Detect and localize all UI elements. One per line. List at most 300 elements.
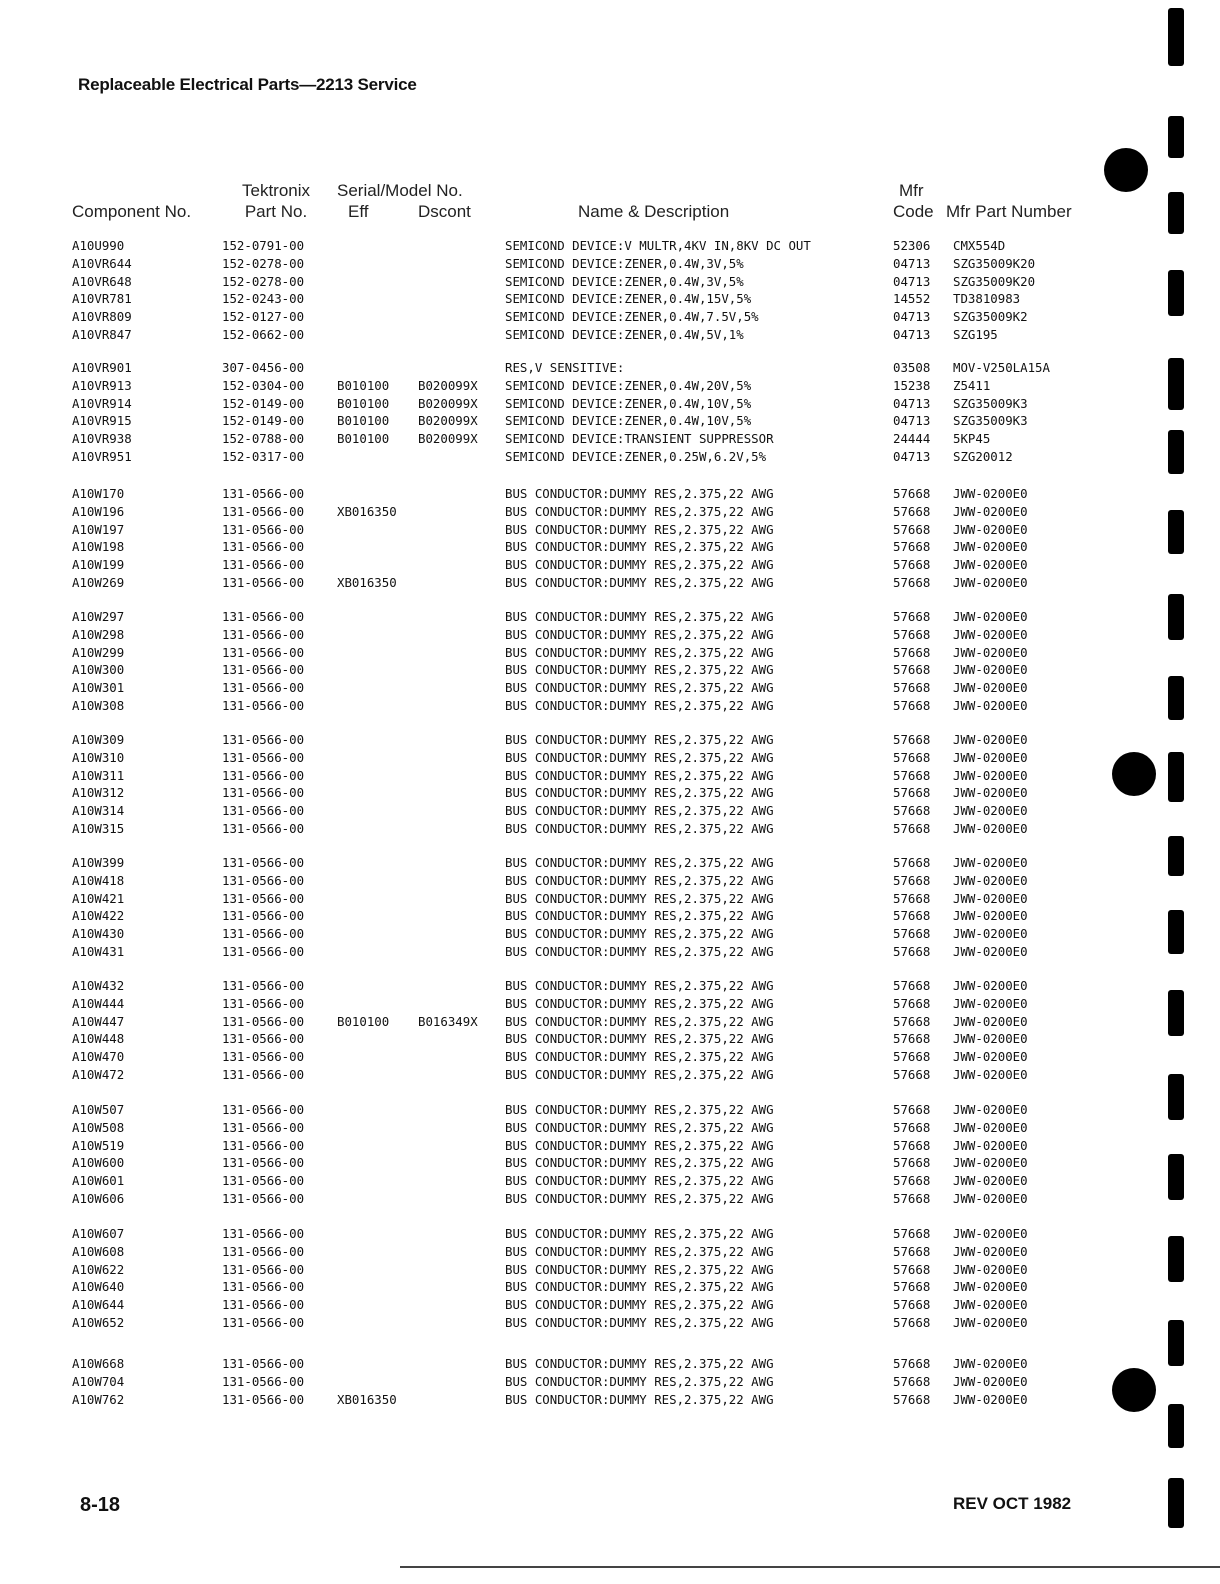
- mfr-part-number: JWW-0200E0: [953, 926, 1028, 942]
- component-no: A10W762: [72, 1391, 125, 1407]
- table-row: [0, 486, 1100, 504]
- description: RES,V SENSITIVE:: [505, 360, 625, 375]
- tek-part-no: 131-0566-00: [222, 1261, 305, 1277]
- description: SEMICOND DEVICE:ZENER,0.4W,10V,5%: [505, 413, 752, 429]
- serial-eff: B010100: [337, 413, 390, 429]
- component-no: A10W600: [72, 1155, 125, 1171]
- mfr-part-number: Z5411: [953, 377, 991, 393]
- component-no: A10W607: [72, 1226, 125, 1241]
- description: BUS CONDUCTOR:DUMMY RES,2.375,22 AWG: [505, 680, 774, 696]
- mfr-code: 57668: [893, 1297, 931, 1313]
- description: SEMICOND DEVICE:ZENER,0.4W,15V,5%: [505, 291, 752, 307]
- mfr-part-number: JWW-0200E0: [953, 1279, 1028, 1295]
- header-component: Component No.: [72, 202, 192, 221]
- table-row: [0, 768, 1100, 786]
- description: BUS CONDUCTOR:DUMMY RES,2.375,22 AWG: [505, 944, 774, 959]
- tek-part-no: 131-0566-00: [222, 785, 305, 801]
- table-row: [0, 1262, 1100, 1280]
- component-no: A10VR951: [72, 449, 132, 464]
- component-no: A10W170: [72, 486, 125, 501]
- component-no: A10VR847: [72, 327, 132, 342]
- mfr-code: 57668: [893, 1013, 931, 1029]
- tek-part-no: 131-0566-00: [222, 855, 305, 870]
- mfr-code: 57668: [893, 944, 931, 959]
- component-no: A10W601: [72, 1173, 125, 1189]
- tek-part-no: 152-0127-00: [222, 309, 305, 325]
- header-mfr-line1: Mfr: [899, 181, 924, 200]
- table-row: [0, 522, 1100, 540]
- description: BUS CONDUCTOR:DUMMY RES,2.375,22 AWG: [505, 1049, 774, 1065]
- mfr-part-number: SZG35009K20: [953, 273, 1036, 289]
- description: BUS CONDUCTOR:DUMMY RES,2.375,22 AWG: [505, 890, 774, 906]
- table-row: [0, 1191, 1100, 1209]
- description: BUS CONDUCTOR:DUMMY RES,2.375,22 AWG: [505, 872, 774, 888]
- tek-part-no: 152-0791-00: [222, 238, 305, 253]
- mfr-part-number: JWW-0200E0: [953, 698, 1028, 713]
- mfr-part-number: TD3810983: [953, 291, 1021, 307]
- mfr-part-number: JWW-0200E0: [953, 1031, 1028, 1047]
- tek-part-no: 131-0566-00: [222, 908, 305, 924]
- tek-part-no: 131-0566-00: [222, 749, 305, 765]
- mfr-part-number: JWW-0200E0: [953, 539, 1028, 555]
- tek-part-no: 152-0149-00: [222, 413, 305, 429]
- mfr-part-number: JWW-0200E0: [953, 749, 1028, 765]
- tek-part-no: 131-0566-00: [222, 503, 305, 519]
- table-row: [0, 1067, 1100, 1085]
- tek-part-no: 152-0278-00: [222, 273, 305, 289]
- tek-part-no: 131-0566-00: [222, 539, 305, 555]
- mfr-part-number: JWW-0200E0: [953, 1243, 1028, 1259]
- edge-tab: [1168, 1478, 1184, 1528]
- mfr-part-number: JWW-0200E0: [953, 1137, 1028, 1153]
- component-no: A10VR914: [72, 395, 132, 411]
- mfr-code: 57668: [893, 767, 931, 783]
- mfr-code: 57668: [893, 644, 931, 660]
- mfr-code: 57668: [893, 1391, 931, 1407]
- tek-part-no: 152-0317-00: [222, 449, 305, 464]
- tek-part-no: 131-0566-00: [222, 1013, 305, 1029]
- edge-tab: [1168, 594, 1184, 640]
- serial-dscont: B020099X: [418, 431, 478, 447]
- mfr-code: 57668: [893, 662, 931, 678]
- tek-part-no: 131-0566-00: [222, 1137, 305, 1153]
- table-row: [0, 680, 1100, 698]
- table-row: [0, 575, 1100, 593]
- table-row: [0, 785, 1100, 803]
- tek-part-no: 131-0566-00: [222, 1049, 305, 1065]
- mfr-part-number: JWW-0200E0: [953, 995, 1028, 1011]
- mfr-code: 15238: [893, 377, 931, 393]
- description: BUS CONDUCTOR:DUMMY RES,2.375,22 AWG: [505, 767, 774, 783]
- table-row: [0, 1138, 1100, 1156]
- description: BUS CONDUCTOR:DUMMY RES,2.375,22 AWG: [505, 1013, 774, 1029]
- mfr-part-number: JWW-0200E0: [953, 1356, 1028, 1371]
- description: BUS CONDUCTOR:DUMMY RES,2.375,22 AWG: [505, 1279, 774, 1295]
- table-row: [0, 557, 1100, 575]
- edge-tab: [1168, 358, 1184, 410]
- mfr-part-number: JWW-0200E0: [953, 1049, 1028, 1065]
- description: BUS CONDUCTOR:DUMMY RES,2.375,22 AWG: [505, 978, 774, 993]
- mfr-part-number: JWW-0200E0: [953, 1261, 1028, 1277]
- serial-dscont: B020099X: [418, 377, 478, 393]
- table-row: [0, 1049, 1100, 1067]
- binder-hole-top: [1104, 148, 1148, 192]
- tek-part-no: 131-0566-00: [222, 1067, 305, 1082]
- component-no: A10VR901: [72, 360, 132, 375]
- description: SEMICOND DEVICE:ZENER,0.4W,10V,5%: [505, 395, 752, 411]
- description: SEMICOND DEVICE:ZENER,0.25W,6.2V,5%: [505, 449, 767, 464]
- mfr-part-number: JWW-0200E0: [953, 908, 1028, 924]
- description: BUS CONDUCTOR:DUMMY RES,2.375,22 AWG: [505, 521, 774, 537]
- description: BUS CONDUCTOR:DUMMY RES,2.375,22 AWG: [505, 1119, 774, 1135]
- edge-tab: [1168, 270, 1184, 316]
- tek-part-no: 131-0566-00: [222, 944, 305, 959]
- header-tek-line2: Part No.: [244, 202, 308, 221]
- table-row: [0, 944, 1100, 962]
- component-no: A10W507: [72, 1102, 125, 1117]
- table-row: [0, 327, 1100, 345]
- mfr-part-number: JWW-0200E0: [953, 609, 1028, 624]
- description: BUS CONDUCTOR:DUMMY RES,2.375,22 AWG: [505, 1356, 774, 1371]
- table-row: [0, 996, 1100, 1014]
- mfr-code: 57668: [893, 1049, 931, 1065]
- mfr-part-number: SZG35009K3: [953, 413, 1028, 429]
- mfr-code: 57668: [893, 995, 931, 1011]
- mfr-code: 04713: [893, 413, 931, 429]
- component-no: A10VR809: [72, 309, 132, 325]
- tek-part-no: 131-0566-00: [222, 995, 305, 1011]
- tek-part-no: 152-0304-00: [222, 377, 305, 393]
- description: SEMICOND DEVICE:V MULTR,4KV IN,8KV DC OUT: [505, 238, 811, 253]
- page-number: 8-18: [80, 1494, 121, 1516]
- description: BUS CONDUCTOR:DUMMY RES,2.375,22 AWG: [505, 1391, 774, 1407]
- table-row: [0, 1279, 1100, 1297]
- mfr-part-number: JWW-0200E0: [953, 855, 1028, 870]
- table-row: [0, 873, 1100, 891]
- serial-dscont: B020099X: [418, 413, 478, 429]
- component-no: A10W444: [72, 995, 125, 1011]
- tek-part-no: 131-0566-00: [222, 803, 305, 819]
- edge-tab: [1168, 510, 1184, 554]
- tek-part-no: 131-0566-00: [222, 1119, 305, 1135]
- mfr-code: 57668: [893, 890, 931, 906]
- description: BUS CONDUCTOR:DUMMY RES,2.375,22 AWG: [505, 785, 774, 801]
- table-row: [0, 504, 1100, 522]
- component-no: A10W472: [72, 1067, 125, 1082]
- mfr-part-number: JWW-0200E0: [953, 503, 1028, 519]
- tek-part-no: 152-0788-00: [222, 431, 305, 447]
- mfr-part-number: SZG35009K20: [953, 255, 1036, 271]
- tek-part-no: 131-0566-00: [222, 1391, 305, 1407]
- serial-eff: B010100: [337, 377, 390, 393]
- component-no: A10W297: [72, 609, 125, 624]
- component-no: A10W418: [72, 872, 125, 888]
- tek-part-no: 131-0566-00: [222, 732, 305, 747]
- component-no: A10W431: [72, 944, 125, 959]
- mfr-part-number: JWW-0200E0: [953, 644, 1028, 660]
- table-row: [0, 1120, 1100, 1138]
- mfr-part-number: JWW-0200E0: [953, 1119, 1028, 1135]
- header-serial: Serial/Model No.: [337, 181, 463, 200]
- component-no: A10W447: [72, 1013, 125, 1029]
- component-no: A10W198: [72, 539, 125, 555]
- tek-part-no: 152-0149-00: [222, 395, 305, 411]
- component-no: A10W310: [72, 749, 125, 765]
- component-no: A10W652: [72, 1315, 125, 1330]
- edge-tab: [1168, 8, 1184, 66]
- serial-eff: XB016350: [337, 1391, 397, 1407]
- mfr-part-number: JWW-0200E0: [953, 1191, 1028, 1206]
- table-row: [0, 378, 1100, 396]
- mfr-part-number: JWW-0200E0: [953, 1315, 1028, 1330]
- description: BUS CONDUCTOR:DUMMY RES,2.375,22 AWG: [505, 662, 774, 678]
- mfr-part-number: JWW-0200E0: [953, 1297, 1028, 1313]
- table-row: [0, 360, 1100, 378]
- description: BUS CONDUCTOR:DUMMY RES,2.375,22 AWG: [505, 749, 774, 765]
- description: BUS CONDUCTOR:DUMMY RES,2.375,22 AWG: [505, 609, 774, 624]
- component-no: A10VR648: [72, 273, 132, 289]
- description: BUS CONDUCTOR:DUMMY RES,2.375,22 AWG: [505, 698, 774, 713]
- mfr-code: 57668: [893, 486, 931, 501]
- description: SEMICOND DEVICE:ZENER,0.4W,3V,5%: [505, 273, 744, 289]
- mfr-part-number: JWW-0200E0: [953, 575, 1028, 590]
- description: BUS CONDUCTOR:DUMMY RES,2.375,22 AWG: [505, 1191, 774, 1206]
- mfr-code: 57668: [893, 978, 931, 993]
- mfr-part-number: JWW-0200E0: [953, 662, 1028, 678]
- mfr-code: 57668: [893, 521, 931, 537]
- tek-part-no: 131-0566-00: [222, 767, 305, 783]
- tek-part-no: 131-0566-00: [222, 1356, 305, 1371]
- description: BUS CONDUCTOR:DUMMY RES,2.375,22 AWG: [505, 908, 774, 924]
- description: BUS CONDUCTOR:DUMMY RES,2.375,22 AWG: [505, 1315, 774, 1330]
- table-row: [0, 238, 1100, 256]
- page-title: Replaceable Electrical Parts—2213 Service: [78, 75, 417, 94]
- table-row: [0, 627, 1100, 645]
- component-no: A10W299: [72, 644, 125, 660]
- tek-part-no: 131-0566-00: [222, 680, 305, 696]
- description: BUS CONDUCTOR:DUMMY RES,2.375,22 AWG: [505, 821, 774, 836]
- binder-hole-bottom: [1112, 1368, 1156, 1412]
- description: BUS CONDUCTOR:DUMMY RES,2.375,22 AWG: [505, 1031, 774, 1047]
- table-row: [0, 1297, 1100, 1315]
- edge-tab: [1168, 192, 1184, 234]
- component-no: A10W421: [72, 890, 125, 906]
- header-mfr-part: Mfr Part Number: [946, 202, 1072, 221]
- tek-part-no: 152-0243-00: [222, 291, 305, 307]
- tek-part-no: 131-0566-00: [222, 1315, 305, 1330]
- table-row: [0, 1244, 1100, 1262]
- description: BUS CONDUCTOR:DUMMY RES,2.375,22 AWG: [505, 486, 774, 501]
- mfr-code: 57668: [893, 1155, 931, 1171]
- mfr-code: 57668: [893, 1226, 931, 1241]
- tek-part-no: 131-0566-00: [222, 1373, 305, 1389]
- mfr-part-number: JWW-0200E0: [953, 1373, 1028, 1389]
- mfr-part-number: JWW-0200E0: [953, 557, 1028, 573]
- component-no: A10W315: [72, 821, 125, 836]
- description: BUS CONDUCTOR:DUMMY RES,2.375,22 AWG: [505, 1137, 774, 1153]
- description: BUS CONDUCTOR:DUMMY RES,2.375,22 AWG: [505, 1226, 774, 1241]
- tek-part-no: 131-0566-00: [222, 1279, 305, 1295]
- component-no: A10W309: [72, 732, 125, 747]
- mfr-code: 57668: [893, 872, 931, 888]
- description: SEMICOND DEVICE:ZENER,0.4W,20V,5%: [505, 377, 752, 393]
- table-row: [0, 978, 1100, 996]
- mfr-code: 57668: [893, 626, 931, 642]
- edge-tab: [1168, 752, 1184, 802]
- component-no: A10W606: [72, 1191, 125, 1206]
- table-row: [0, 891, 1100, 909]
- mfr-code: 57668: [893, 557, 931, 573]
- mfr-code: 04713: [893, 255, 931, 271]
- table-row: [0, 274, 1100, 292]
- table-row: [0, 750, 1100, 768]
- tek-part-no: 131-0566-00: [222, 575, 305, 590]
- mfr-part-number: JWW-0200E0: [953, 803, 1028, 819]
- tek-part-no: 152-0278-00: [222, 255, 305, 271]
- table-row: [0, 309, 1100, 327]
- mfr-code: 57668: [893, 1356, 931, 1371]
- component-no: A10W432: [72, 978, 125, 993]
- mfr-code: 57668: [893, 1119, 931, 1135]
- table-row: [0, 908, 1100, 926]
- component-no: A10W622: [72, 1261, 125, 1277]
- mfr-part-number: JWW-0200E0: [953, 785, 1028, 801]
- mfr-code: 57668: [893, 1173, 931, 1189]
- description: SEMICOND DEVICE:TRANSIENT SUPPRESSOR: [505, 431, 774, 447]
- table-row: [0, 539, 1100, 557]
- table-row: [0, 698, 1100, 716]
- mfr-part-number: JWW-0200E0: [953, 486, 1028, 501]
- component-no: A10W608: [72, 1243, 125, 1259]
- mfr-part-number: JWW-0200E0: [953, 944, 1028, 959]
- edge-tab: [1168, 1404, 1184, 1448]
- serial-eff: B010100: [337, 1013, 390, 1029]
- table-row: [0, 1315, 1100, 1333]
- table-row: [0, 645, 1100, 663]
- mfr-code: 57668: [893, 1031, 931, 1047]
- table-row: [0, 291, 1100, 309]
- description: BUS CONDUCTOR:DUMMY RES,2.375,22 AWG: [505, 1102, 774, 1117]
- header-tek-line1: Tektronix: [241, 181, 311, 200]
- tek-part-no: 131-0566-00: [222, 1243, 305, 1259]
- mfr-part-number: JWW-0200E0: [953, 1102, 1028, 1117]
- mfr-code: 04713: [893, 327, 931, 342]
- mfr-part-number: JWW-0200E0: [953, 978, 1028, 993]
- component-no: A10VR644: [72, 255, 132, 271]
- mfr-part-number: JWW-0200E0: [953, 521, 1028, 537]
- component-no: A10W644: [72, 1297, 125, 1313]
- tek-part-no: 131-0566-00: [222, 890, 305, 906]
- mfr-code: 24444: [893, 431, 931, 447]
- mfr-code: 57668: [893, 732, 931, 747]
- component-no: A10VR938: [72, 431, 132, 447]
- mfr-code: 57668: [893, 1373, 931, 1389]
- tek-part-no: 131-0566-00: [222, 926, 305, 942]
- component-no: A10W430: [72, 926, 125, 942]
- header-code: Code: [893, 202, 934, 221]
- mfr-code: 57668: [893, 1261, 931, 1277]
- description: SEMICOND DEVICE:ZENER,0.4W,7.5V,5%: [505, 309, 759, 325]
- component-no: A10W298: [72, 626, 125, 642]
- component-no: A10W197: [72, 521, 125, 537]
- component-no: A10W314: [72, 803, 125, 819]
- mfr-code: 04713: [893, 395, 931, 411]
- description: BUS CONDUCTOR:DUMMY RES,2.375,22 AWG: [505, 803, 774, 819]
- mfr-code: 57668: [893, 785, 931, 801]
- mfr-code: 57668: [893, 1279, 931, 1295]
- component-no: A10W640: [72, 1279, 125, 1295]
- tek-part-no: 131-0566-00: [222, 557, 305, 573]
- table-row: [0, 662, 1100, 680]
- mfr-part-number: SZG20012: [953, 449, 1013, 464]
- component-no: A10VR913: [72, 377, 132, 393]
- table-row: [0, 1356, 1100, 1374]
- header-name: Name & Description: [578, 202, 730, 221]
- mfr-part-number: 5KP45: [953, 431, 991, 447]
- tek-part-no: 131-0566-00: [222, 821, 305, 836]
- edge-tab: [1168, 1320, 1184, 1366]
- tek-part-no: 131-0566-00: [222, 1191, 305, 1206]
- tek-part-no: 131-0566-00: [222, 978, 305, 993]
- mfr-part-number: JWW-0200E0: [953, 1155, 1028, 1171]
- component-no: A10W508: [72, 1119, 125, 1135]
- mfr-code: 57668: [893, 1102, 931, 1117]
- table-row: [0, 1031, 1100, 1049]
- edge-tab: [1168, 836, 1184, 876]
- table-row: [0, 431, 1100, 449]
- mfr-code: 52306: [893, 238, 931, 253]
- component-no: A10VR781: [72, 291, 132, 307]
- tek-part-no: 131-0566-00: [222, 1297, 305, 1313]
- mfr-part-number: SZG35009K3: [953, 395, 1028, 411]
- edge-tab: [1168, 116, 1184, 158]
- mfr-code: 57668: [893, 821, 931, 836]
- description: BUS CONDUCTOR:DUMMY RES,2.375,22 AWG: [505, 1243, 774, 1259]
- mfr-code: 57668: [893, 803, 931, 819]
- mfr-part-number: SZG35009K2: [953, 309, 1028, 325]
- serial-dscont: B020099X: [418, 395, 478, 411]
- tek-part-no: 131-0566-00: [222, 521, 305, 537]
- mfr-part-number: SZG195: [953, 327, 998, 342]
- header-dscont: Dscont: [418, 202, 471, 221]
- edge-tab: [1168, 990, 1184, 1036]
- table-row: [0, 256, 1100, 274]
- mfr-code: 04713: [893, 273, 931, 289]
- tek-part-no: 131-0566-00: [222, 644, 305, 660]
- mfr-code: 57668: [893, 1243, 931, 1259]
- component-no: A10VR915: [72, 413, 132, 429]
- component-no: A10W668: [72, 1356, 125, 1371]
- mfr-code: 57668: [893, 1315, 931, 1330]
- serial-eff: B010100: [337, 431, 390, 447]
- tek-part-no: 131-0566-00: [222, 486, 305, 501]
- table-row: [0, 1014, 1100, 1032]
- tek-part-no: 131-0566-00: [222, 872, 305, 888]
- tek-part-no: 131-0566-00: [222, 662, 305, 678]
- mfr-code: 14552: [893, 291, 931, 307]
- tek-part-no: 131-0566-00: [222, 698, 305, 713]
- description: BUS CONDUCTOR:DUMMY RES,2.375,22 AWG: [505, 539, 774, 555]
- serial-eff: XB016350: [337, 575, 397, 590]
- tek-part-no: 131-0566-00: [222, 1102, 305, 1117]
- component-no: A10W308: [72, 698, 125, 713]
- mfr-part-number: JWW-0200E0: [953, 1067, 1028, 1082]
- tek-part-no: 131-0566-00: [222, 1155, 305, 1171]
- edge-tab: [1168, 430, 1184, 474]
- tek-part-no: 152-0662-00: [222, 327, 305, 342]
- table-row: [0, 803, 1100, 821]
- component-no: A10W399: [72, 855, 125, 870]
